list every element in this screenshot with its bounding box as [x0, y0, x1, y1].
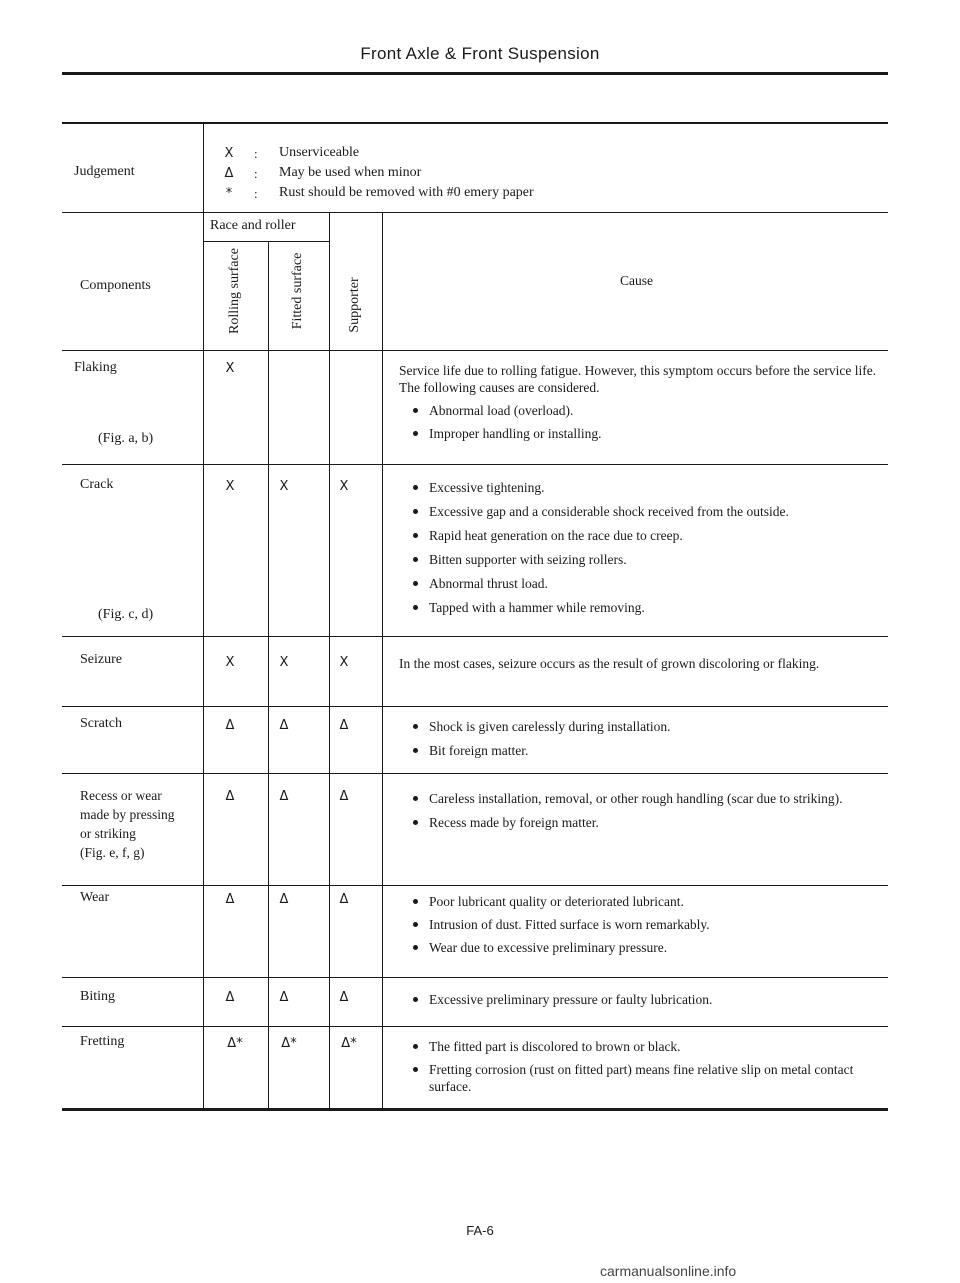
row-fig-crack: (Fig. c, d) [98, 607, 154, 622]
cause-bullet: Improper handling or installing. [399, 425, 881, 442]
race-and-roller-header: Race and roller [210, 218, 296, 233]
cause-bullet: Poor lubricant quality or deteriorated lubricant. [399, 893, 881, 910]
mark-rolling-seizure: X [225, 655, 235, 670]
cause-bullet: Excessive preliminary pressure or faulty lubrication. [399, 991, 881, 1008]
cause-bullet: Abnormal load (overload). [399, 402, 881, 419]
cause-bullet: Excessive tightening. [399, 479, 881, 496]
divider-label-column [203, 122, 204, 1108]
watermark: carmanualsonline.info [600, 1263, 737, 1279]
mark-supporter-recess: Δ [339, 789, 349, 804]
legend-text-minor: May be used when minor [279, 165, 422, 180]
row-name-wear: Wear [80, 890, 110, 905]
cause-bullet: The fitted part is discolored to brown or black. [399, 1038, 881, 1055]
rule-row-1 [62, 464, 888, 465]
cause-bullet: Rapid heat generation on the race due to creep. [399, 527, 881, 544]
page-number: FA-6 [466, 1223, 494, 1238]
mark-fitted-fretting: Δ* [281, 1036, 297, 1051]
cause-bullet: Bitten supporter with seizing rollers. [399, 551, 881, 568]
cause-crack [399, 479, 881, 616]
cause-bullet: Bit foreign matter. [399, 742, 881, 759]
fitted-surface-header: Fitted surface [290, 252, 305, 330]
row-name-biting: Biting [80, 989, 116, 1004]
rule-row-4 [62, 773, 888, 774]
legend-text-rust: Rust should be removed with #0 emery paper [279, 185, 534, 200]
mark-rolling-crack: X [225, 479, 235, 494]
cause-bullet: Excessive gap and a considerable shock received from the outside. [399, 503, 881, 520]
page-title: Front Axle & Front Suspension [360, 44, 600, 63]
mark-rolling-scratch: Δ [225, 718, 235, 733]
row-name-crack: Crack [80, 477, 114, 492]
divider-supporter-cause [382, 212, 383, 1108]
mark-fitted-wear: Δ [279, 892, 289, 907]
row-name-flaking: Flaking [74, 360, 117, 375]
row-fig-recess: (Fig. e, f, g) [80, 845, 145, 860]
mark-supporter-biting: Δ [339, 990, 349, 1005]
components-label: Components [80, 278, 151, 293]
mark-supporter-crack: X [339, 479, 349, 494]
cause-bullet: Intrusion of dust. Fitted surface is worn remarkably. [399, 916, 881, 933]
rule-row-6 [62, 977, 888, 978]
mark-fitted-recess: Δ [279, 789, 289, 804]
cause-fretting [399, 1038, 881, 1095]
cause-bullet: Abnormal thrust load. [399, 575, 881, 592]
cause-scratch [399, 718, 881, 759]
cause-biting [399, 991, 881, 1008]
rolling-surface-header: Rolling surface [227, 248, 242, 334]
title-rule [62, 72, 888, 75]
mark-rolling-wear: Δ [225, 892, 235, 907]
mark-fitted-scratch: Δ [279, 718, 289, 733]
cause-bullet: Careless installation, removal, or other rough handling (scar due to striking). [399, 790, 881, 807]
mark-rolling-recess: Δ [225, 789, 235, 804]
mark-rolling-biting: Δ [225, 990, 235, 1005]
legend-symbol-minor: Δ [224, 166, 234, 181]
cause-header: Cause [620, 273, 653, 288]
mark-rolling-flaking: X [225, 361, 235, 376]
mark-supporter-seizure: X [339, 655, 349, 670]
cause-bullet: Fretting corrosion (rust on fitted part) means fine relative slip on metal contact surface. [399, 1061, 881, 1095]
mark-fitted-biting: Δ [279, 990, 289, 1005]
table-top-rule [62, 122, 888, 124]
supporter-header: Supporter [347, 277, 362, 333]
rule-row-3 [62, 706, 888, 707]
legend-colon: : [254, 146, 258, 161]
judgement-label: Judgement [74, 164, 135, 179]
cause-flaking [399, 362, 881, 442]
mark-fitted-seizure: X [279, 655, 289, 670]
cause-bullet: Shock is given carelessly during installation. [399, 718, 881, 735]
row-name-recess-line-2: made by pressing [80, 807, 175, 822]
rule-row-2 [62, 636, 888, 637]
rule-race-roller [203, 241, 329, 242]
legend-colon: : [254, 166, 258, 181]
cause-bullet: Tapped with a hammer while removing. [399, 599, 881, 616]
legend-symbol-rust: * [225, 186, 233, 201]
legend-symbol-unserviceable: X [224, 146, 234, 161]
rule-row-5 [62, 885, 888, 886]
cause-text-flaking: Service life due to rolling fatigue. However, this symptom occurs before the service life. The following causes are considered. [399, 363, 877, 395]
row-name-recess-line-1: Recess or wear [80, 788, 162, 803]
row-name-scratch: Scratch [80, 716, 122, 731]
cause-bullet: Wear due to excessive preliminary pressure. [399, 939, 881, 956]
table-bottom-rule [62, 1108, 888, 1111]
mark-supporter-wear: Δ [339, 892, 349, 907]
mark-supporter-scratch: Δ [339, 718, 349, 733]
row-name-seizure: Seizure [80, 652, 122, 667]
rule-below-components [62, 350, 888, 351]
cause-recess [399, 790, 881, 831]
cause-seizure [399, 655, 881, 672]
cause-text-seizure: In the most cases, seizure occurs as the result of grown discoloring or flaking. [399, 656, 820, 671]
rule-below-legend [62, 212, 888, 213]
row-fig-flaking: (Fig. a, b) [98, 431, 154, 446]
rule-row-7 [62, 1026, 888, 1027]
cause-bullet: Recess made by foreign matter. [399, 814, 881, 831]
cause-wear [399, 893, 881, 956]
row-name-fretting: Fretting [80, 1034, 125, 1049]
legend-colon: : [254, 186, 258, 201]
mark-rolling-fretting: Δ* [227, 1036, 243, 1051]
legend-text-unserviceable: Unserviceable [279, 145, 360, 160]
mark-fitted-crack: X [279, 479, 289, 494]
mark-supporter-fretting: Δ* [341, 1036, 357, 1051]
row-name-recess-line-3: or striking [80, 826, 136, 841]
